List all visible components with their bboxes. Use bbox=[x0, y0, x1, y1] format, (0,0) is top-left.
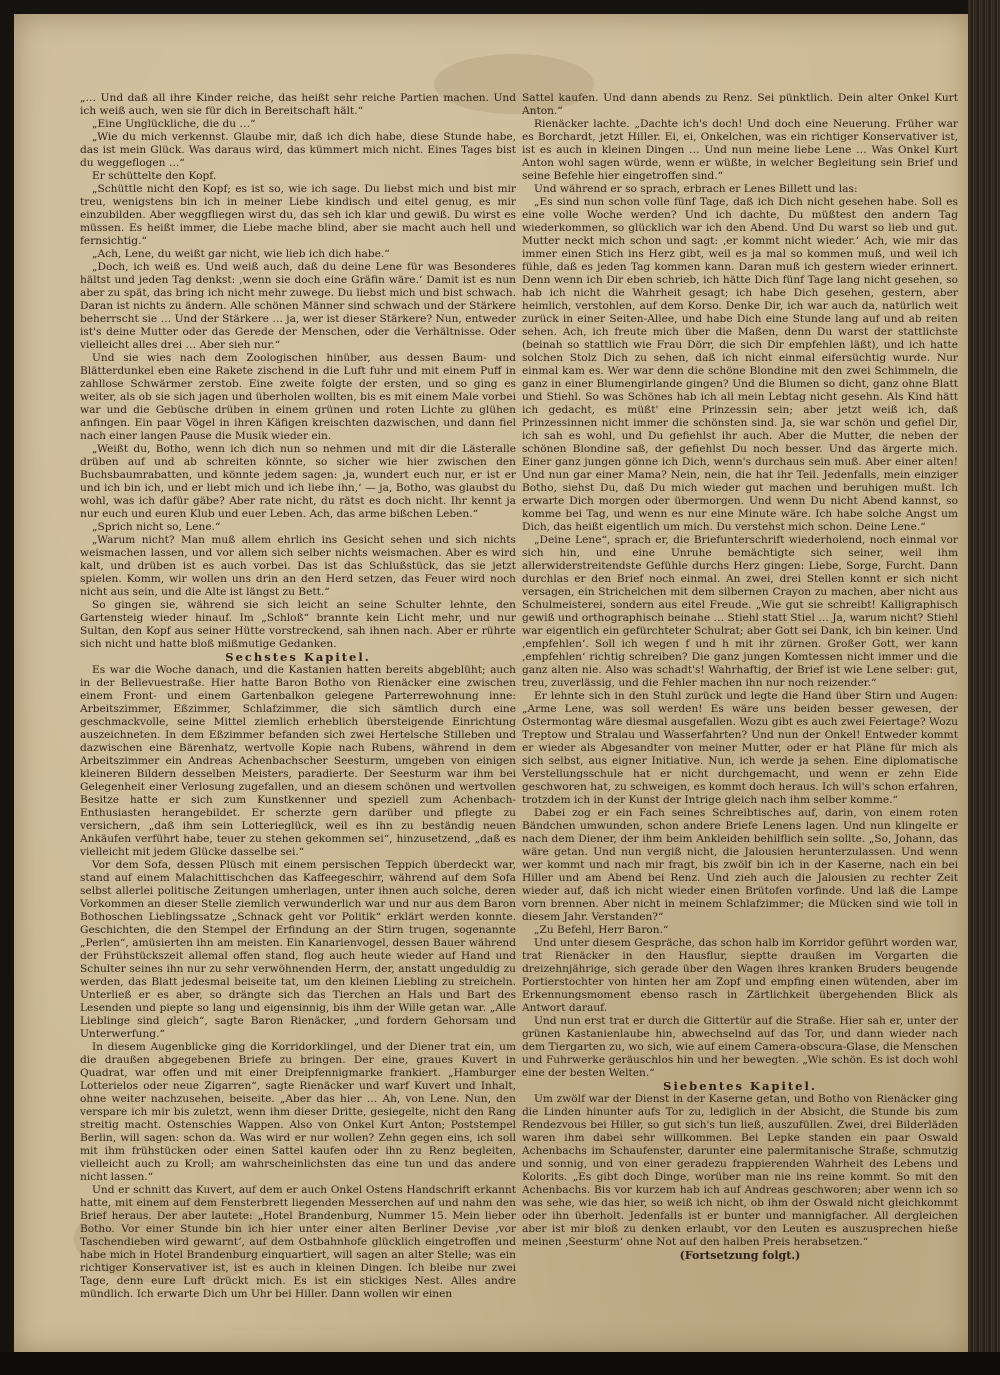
book-page-edges bbox=[968, 0, 1000, 1375]
right-column-paragraphs-after bbox=[522, 1093, 958, 1249]
paragraph: Und sie wies nach dem Zoologischen hinüber, aus dessen Baum- und Blätterdunkel eben eine Rakete zischend in die Luft fuhr und mit einem Puff in zahllose Schwärmer zerstob. Eine zweite folgte der ersten, und so ging es weiter, als ob sie sich jagen und überholen wollten, bis es mit einem Male vorbei war und die Gebüsche drüben in einem grünen und roten Lichte zu glühen anfingen. Ein paar Vögel in ihren Käfigen kreischten dazwischen, und dann fiel nach einer langen Pause die Musik wieder ein. bbox=[80, 352, 516, 442]
paragraph: „… Und daß all ihre Kinder reiche, das heißt sehr reiche Partien machen. Und ich weiß auch, wen sie für dich in Bereitschaft hält.“ bbox=[80, 92, 516, 117]
paragraph: „Zu Befehl, Herr Baron.“ bbox=[534, 924, 669, 936]
paragraph: Sattel kaufen. Und dann abends zu Renz. Sei pünktlich. Dein alter Onkel Kurt Anton.“ bbox=[522, 92, 958, 117]
chapter-heading-siebentes: Siebentes Kapitel. bbox=[663, 1079, 817, 1093]
paragraph: Und nun erst trat er durch die Gittertür auf die Straße. Hier sah er, unter der grünen Kastanienlaube hin, abwechselnd auf das Tor, und dann wieder nach dem Tiergarten zu, wo sich, wie auf einem Camera-obscura-Glase, die Menschen und Fuhrwerke geräuschlos hin und her bewegten. „Wie schön. Es ist doch wohl eine der besten Welten.“ bbox=[522, 1015, 958, 1079]
right-column-paragraphs bbox=[522, 92, 958, 1080]
paragraph: Dabei zog er ein Fach seines Schreibtisches auf, darin, von einem roten Bändchen umwunden, schon andere Briefe Lenens lagen. Und nun klingelte er nach dem Diener, der ihm beim Ankleiden behilflich sein sollte. „So, Johann, das wäre getan. Und nun vergiß nicht, die Jalousien herunterzulassen. Und wenn wer kommt und nach mir fragt, bis zwölf bin ich in der Kaserne, nach ein bei Hiller und am Abend bei Renz. Und zieh auch die Jalousien zu rechter Zeit wieder auf, daß ich nicht wieder einen Brütofen vorfinde. Und laß die Lampe vorn brennen. Aber nicht in meinem Schlafzimmer; die Mücken sind wie toll in diesem Jahr. Verstanden?“ bbox=[522, 807, 958, 923]
paragraph: „Es sind nun schon volle fünf Tage, daß ich Dich nicht gesehen habe. Soll es eine volle Woche werden? Und ich dachte, Du müßtest den andern Tag wiederkommen, so glücklich war ich den Abend. Und Du warst so lieb und gut. Mutter neckt mich schon und sagt: ‚er kommt nicht wieder.‘ Ach, wie mir das immer einen Stich ins Herz gibt, weil es ja mal so kommen muß, und weil ich fühle, daß es jeden Tag kommen kann. Daran muß ich gestern wieder erinnert. Denn wenn ich Dir eben schrieb, ich hätte Dich fünf Tage lang nicht gesehen, so hab ich nicht die Wahrheit gesagt; ich habe Dich gesehen, gestern, aber heimlich, verstohlen, auf dem Korso. Denke Dir, ich war auch da, natürlich weit zurück in einer Seiten-Allee, und habe Dich eine Stunde lang auf und ab reiten sehen. Ach, ich freute mich über die Maßen, denn Du warst der stattlichste (beinah so stattlich wie Frau Dörr, die sich Dir empfehlen läßt), und ich hatte solchen Stolz Dich zu sehen, daß ich nicht einmal eifersüchtig wurde. Nur einmal kam es. Wer war denn die schöne Blondine mit den zwei Schimmeln, die ganz in einer Blumengirlande gingen? Und die Blumen so dicht, ganz ohne Blatt und Stiehl. So was Schönes hab ich all mein Lebtag nicht gesehn. Als Kind hätt ich gedacht, es müßt' eine Prinzessin sein; aber jetzt weiß ich, daß Prinzessinnen nicht immer die schönsten sind. Ja, sie war schön und gefiel Dir, ich sah es wohl, und Du gefiehlst ihr auch. Aber die Mutter, die neben der schönen Blondine saß, der gefiehlst Du noch besser. Und das ärgerte mich. Einer ganz jungen gönne ich Dich, wenn's durchaus sein muß. Aber einer alten! Und nun gar einer Mama? Nein, nein, die hat ihr Teil. Jedenfalls, mein einziger Botho, siehst Du, daß Du mich wieder gut machen und beruhigen mußt. Ich erwarte Dich morgen oder übermorgen. Und wenn Du nicht Abend kannst, so komme bei Tag, und wenn es nur eine Minute wäre. Ich habe solche Angst um Dich, das heißt eigentlich um mich. Du verstehst mich schon. Deine Lene.“ bbox=[522, 196, 958, 533]
paragraph: Vor dem Sofa, dessen Plüsch mit einem persischen Teppich überdeckt war, stand auf einem Malachittischchen das Kaffeegeschirr, während auf dem Sofa selbst allerlei politische Zeitungen umherlagen, unter ihnen auch solche, deren Vorkommen an dieser Stelle ziemlich verwunderlich war und nur aus dem Baron Bothoschen Lieblingssatze „Schnack geht vor Politik“ erklärt werden konnte. Geschichten, die den Stempel der Erfindung an der Stirn trugen, sogenannte „Perlen“, amüsierten ihn am meisten. Ein Kanarienvogel, dessen Bauer während der Frühstückszeit allemal offen stand, flog auch heute wieder auf Hand und Schulter seines ihn nur zu sehr verwöhnenden Herrn, der, anstatt ungeduldig zu werden, das Blatt jedesmal beiseite tat, um den kleinen Liebling zu streicheln. Unterließ er es aber, so drängte sich das Tierchen an Hals und Bart des Lesenden und piepte so lang und eigensinnig, bis ihm der Wille getan war. „Alle Lieblinge sind gleich“, sagte Baron Rienäcker, „und fordern Gehorsam und Unterwerfung.“ bbox=[80, 859, 516, 1040]
paragraph: Es war die Woche danach, und die Kastanien hatten bereits abgeblüht; auch in der Bellevuestraße. Hier hatte Baron Botho von Rienäcker eine zwischen einem Front- und einem Gartenbalkon gelegene Parterrewohnung inne: Arbeitszimmer, Eßzimmer, Schlafzimmer, die sich sämtlich durch eine geschmackvolle, seine Mittel ziemlich erheblich übersteigende Einrichtung auszeichneten. In dem Eßzimmer befanden sich zwei Hertelsche Stilleben und dazwischen eine Bärenhatz, wertvolle Kopie nach Rubens, während in dem Arbeitszimmer ein Andreas Achenbachscher Seesturm, umgeben von einigen kleineren Bildern desselben Meisters, paradierte. Der Seesturm war ihm bei Gelegenheit einer Verlosung zugefallen, und an diesem schönen und wertvollen Besitze hatte er sich zum Kunstkenner und speziell zum Achenbach-Enthusiasten herangebildet. Er scherzte gern darüber und pflegte zu versichern, „daß ihm sein Lotterieglück, weil es ihn zu beständig neuen Ankäufen verführt habe, teuer zu stehen gekommen sei“, hinzusetzend, „daß es vielleicht mit jedem Glücke dasselbe sei.“ bbox=[80, 664, 516, 858]
continued-notice: (Fortsetzung folgt.) bbox=[679, 1249, 801, 1262]
paragraph: Und unter diesem Gespräche, das schon halb im Korridor geführt worden war, trat Rienäcker in den Hausflur, sieptte draußen im Vorgarten die dreizehnjährige, sich gerade über den Wagen ihres kranken Bruders beugende Portierstochter von hinten her am Zopf und empfing einen wütenden, aber im Erkennungsmoment ebenso rasch in Zärtlichkeit übergehenden Blick als Antwort darauf. bbox=[522, 937, 958, 1014]
paragraph: „Ach, Lene, du weißt gar nicht, wie lieb ich dich habe.“ bbox=[92, 248, 390, 260]
paragraph: In diesem Augenblicke ging die Korridorklingel, und der Diener trat ein, um die draußen abgegebenen Briefe zu bringen. Der eine, graues Kuvert in Quadrat, war offen und mit einer Dreipfennigmarke frankiert. „Hamburger Lotterielos oder neue Zigarren“, sagte Rienäcker und warf Kuvert und Inhalt, ohne weiter nachzusehen, beiseite. „Aber das hier … Ah, von Lene. Nun, den verspare ich mir bis zuletzt, wenn ihm dieser Dritte, gesiegelte, nicht den Rang streitig macht. Ostenschies Wappen. Also von Onkel Kurt Anton; Poststempel Berlin, will sagen: schon da. Was wird er nur wollen? Zehn gegen eins, ich soll mit ihm frühstücken oder einen Sattel kaufen oder ihn zu Renz begleiten, vielleicht auch zu Kroll; am wahrscheinlichsten das eine tun und das andere nicht lassen.“ bbox=[80, 1041, 516, 1183]
paragraph: „Eine Unglückliche, die du …“ bbox=[92, 118, 256, 130]
right-text-column bbox=[522, 92, 958, 1262]
paragraph: Und er schnitt das Kuvert, auf dem er auch Onkel Ostens Handschrift erkannt hatte, mit einem auf dem Fensterbrett liegenden Messerchen auf und nahm den Brief heraus. Der aber lautete: „Hotel Brandenburg, Nummer 15. Mein lieber Botho. Vor einer Stunde bin ich hier unter einer alten Berliner Devise ‚vor Taschendieben wird gewarnt‘, auf dem Ostbahnhofe glücklich eingetroffen und habe mich in Hotel Brandenburg einquartiert, will sagen an alter Stelle; was ein richtiger Konservativer ist, ist es auch in kleinen Dingen. Ich bleibe nur zwei Tage, denn eure Luft drückt mich. Es ist ein stickiges Nest. Alles andre mündlich. Ich erwarte Dich um Uhr bei Hiller. Dann wollen wir einen bbox=[80, 1184, 516, 1300]
paragraph: „Doch, ich weiß es. Und weiß auch, daß du deine Lene für was Besonderes hältst und jeden Tag denkst: ‚wenn sie doch eine Gräfin wäre.‘ Damit ist es nun aber zu spät, das bring ich nicht mehr zuwege. Du liebst mich und bist schwach. Daran ist nichts zu ändern. Alle schönen Männer sind schwach und der Stärkere beherrscht sie … Und der Stärkere … ja, wer ist dieser Stärkere? Nun, entweder ist's deine Mutter oder das Gerede der Menschen, oder die Verhältnisse. Oder vielleicht alles drei … Aber sieh nur.“ bbox=[80, 261, 516, 351]
paragraph: „Sprich nicht so, Lene.“ bbox=[92, 521, 221, 533]
paragraph: „Wie du mich verkennst. Glaube mir, daß ich dich habe, diese Stunde habe, das ist mein Glück. Was daraus wird, das kümmert mich nicht. Eines Tages bist du weggeflogen …“ bbox=[80, 131, 516, 169]
chapter-heading-sechstes: Sechstes Kapitel. bbox=[225, 650, 371, 664]
left-column-paragraphs bbox=[80, 92, 516, 651]
paragraph: Rienäcker lachte. „Dachte ich's doch! Und doch eine Neuerung. Früher war es Borchardt, jetzt Hiller. Ei, ei, Onkelchen, was ein richtiger Konservativer ist, ist es auch in kleinen Dingen … Und nun meine liebe Lene … Was Onkel Kurt Anton wohl sagen würde, wenn er wüßte, in welcher Begleitung sein Brief und seine Befehle hier eingetroffen sind.“ bbox=[522, 118, 958, 182]
paragraph: Um zwölf war der Dienst in der Kaserne getan, und Botho von Rienäcker ging die Linden hinunter aufs Tor zu, lediglich in der Absicht, die Stunde bis zum Rendezvous bei Hiller, so gut sich's tun ließ, auszufüllen. Zwei, drei Bilderläden waren ihm dabei sehr willkommen. Bei Lepke standen ein paar Oswald Achenbachs im Schaufenster, darunter eine palermitanische Straße, schmutzig und sonnig, und von einer geradezu frappierenden Wahrheit des Lebens und Kolorits. „Es gibt doch Dinge, worüber man nie ins reine kommt. So mit den Achenbachs. Bis vor kurzem hab ich auf Andreas geschworen; aber wenn ich so was sehe, wie das hier, so weiß ich nicht, ob ihm der Oswald nicht gleichkommt oder ihn überholt. Jedenfalls ist er bunter und mannigfacher. All dergleichen aber ist mir bloß zu denken erlaubt, vor den Leuten es auszusprechen hieße meinen ‚Seesturm‘ ohne Not auf den halben Preis herabsetzen.“ bbox=[522, 1093, 958, 1248]
left-column-paragraphs-after bbox=[80, 664, 516, 1301]
left-text-column bbox=[80, 92, 516, 1301]
paragraph: „Deine Lene“, sprach er, die Briefunterschrift wiederholend, noch einmal vor sich hin, und eine Unruhe bemächtigte sich seiner, weil ihm allerwiderstreitendste Gefühle durchs Herz gingen: Liebe, Sorge, Furcht. Dann durchlas er den Brief noch einmal. An zwei, drei Stellen konnt er sich nicht versagen, ein Strichelchen mit dem silbernen Crayon zu machen, aber nicht aus Schulmeisterei, sondern aus eitel Freude. „Wie gut sie schreibt! Kalligraphisch gewiß und orthographisch beinahe … Stiehl statt Stiel … Ja, warum nicht? Stiehl war eigentlich ein gefürchteter Schulrat; aber Gott sei Dank, ich bin keiner. Und ‚empfehlen‘. Soll ich wegen f und h mit ihr zürnen. Großer Gott, wer kann ‚empfehlen‘ richtig schreiben? Die ganz jungen Komtessen nicht immer und die ganz alten nie. Also was schadt's! Wahrhaftig, der Brief ist wie Lene selber: gut, treu, zuverlässig, und die Fehler machen ihn nur noch reizender.“ bbox=[522, 534, 958, 689]
paragraph: So gingen sie, während sie sich leicht an seine Schulter lehnte, den Gartensteig wieder hinauf. Im „Schloß“ brannte kein Licht mehr, und nur Sultan, den Kopf aus seiner Hütte vorstreckend, sah ihnen nach. Aber er rührte sich nicht und hatte bloß mißmutige Gedanken. bbox=[80, 599, 516, 650]
paragraph: „Weißt du, Botho, wenn ich dich nun so nehmen und mit dir die Lästeralle drüben auf und ab schreiten könnte, so sicher wie hier zwischen den Buchsbaumrabatten, und könnte jedem sagen: ‚ja, wundert euch nur, er ist er und ich bin ich, und er liebt mich und ich liebe ihn,‘ — ja, Botho, was glaubst du wohl, was ich dafür gäbe? Aber rate nicht, du rätst es doch nicht. Ihr kennt ja nur euch und euren Klub und euer Leben. Ach, das arme bißchen Leben.“ bbox=[80, 443, 516, 520]
paragraph: Und während er so sprach, erbrach er Lenes Billett und las: bbox=[534, 183, 858, 195]
scan-bottom-border bbox=[0, 1352, 1000, 1375]
paragraph: Er lehnte sich in den Stuhl zurück und legte die Hand über Stirn und Augen: „Arme Lene, was soll werden! Es wäre uns beiden besser gewesen, der Ostermontag wäre diesmal ausgefallen. Wozu gibt es auch zwei Feiertage? Wozu Treptow und Stralau und Wasserfahrten? Und nun der Onkel! Entweder kommt er wieder als Abgesandter von meiner Mutter, oder er hat Pläne für mich als sich selbst, aus eigner Initiative. Nun, ich werde ja sehen. Eine diplomatische Verstellungsschule hat er nicht durchgemacht, und wenn er zehn Eide geschworen hat, zu schweigen, es kommt doch heraus. Ich will's schon erfahren, trotzdem ich in der Kunst der Intrige gleich nach ihm selber komme.“ bbox=[522, 690, 958, 806]
paragraph: Er schüttelte den Kopf. bbox=[92, 170, 217, 182]
paragraph: „Schüttle nicht den Kopf; es ist so, wie ich sage. Du liebst mich und bist mir treu, wenigstens bin ich in meiner Liebe kindisch und eitel genug, es mir einzubilden. Aber weggfliegen wirst du, das seh ich klar und gewiß. Du wirst es müssen. Es heißt immer, die Liebe mache blind, aber sie macht auch hell und fernsichtig.“ bbox=[80, 183, 516, 247]
paragraph: „Warum nicht? Man muß allem ehrlich ins Gesicht sehen und sich nichts weismachen lassen, und vor allem sich selber nichts weismachen. Aber es wird kalt, und drüben ist es auch vorbei. Das ist das Schlußstück, das sie jetzt spielen. Komm, wir wollen uns drin an den Herd setzen, das Feuer wird noch nicht aus sein, und die Alte ist längst zu Bett.“ bbox=[80, 534, 516, 598]
